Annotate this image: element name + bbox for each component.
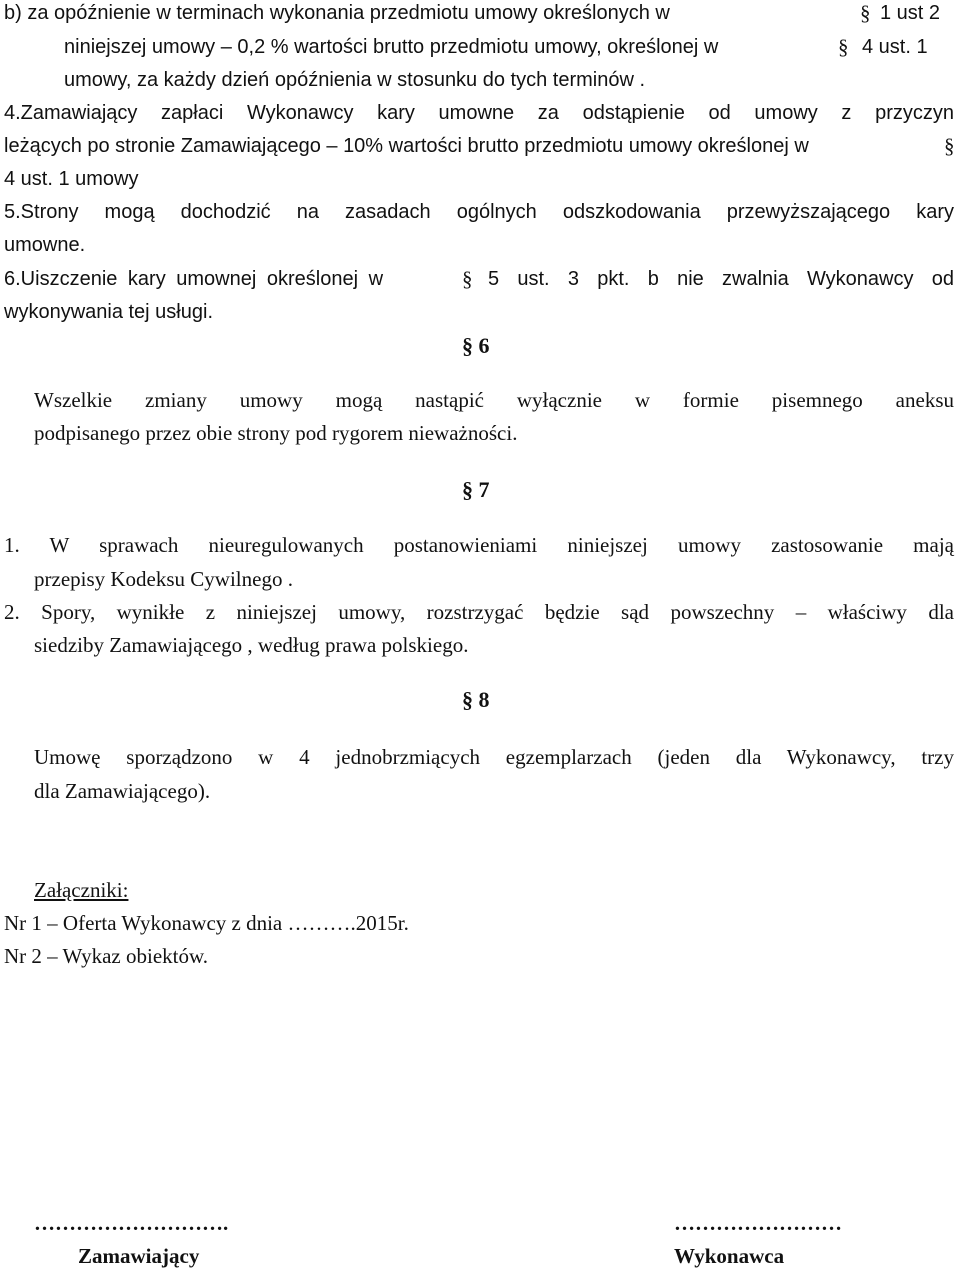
section-sign: § bbox=[944, 134, 955, 158]
signature-left-label: Zamawiający bbox=[78, 1244, 200, 1268]
item-5-line-2: umowne. bbox=[4, 234, 86, 256]
item-6-line-2: wykonywania tej usługi. bbox=[4, 301, 213, 323]
section-8-line-1: Umowę sporządzono w 4 jednobrzmiących egzemplarzach (jeden dla Wykonawcy, trzy bbox=[34, 745, 954, 769]
section-8-heading: § 8 bbox=[462, 687, 490, 712]
signature-left-dots: ………………………. bbox=[34, 1211, 229, 1235]
item-4-line-2: leżących po stronie Zamawiającego – 10% wartości brutto przedmiotu umowy określonej w bbox=[4, 135, 809, 157]
item-b-ref-2: 4 ust. 1 bbox=[862, 36, 928, 58]
item-b-line-2: niniejszej umowy – 0,2 % wartości brutto przedmiotu umowy, określonej w bbox=[64, 36, 719, 58]
section-sign: § bbox=[462, 267, 473, 291]
item-5-line-1: 5.Strony mogą dochodzić na zasadach ogólnych odszkodowania przewyższającego kary bbox=[4, 201, 954, 223]
section-sign: § bbox=[860, 1, 871, 25]
section-8-line-2: dla Zamawiającego). bbox=[34, 779, 211, 803]
attachment-2: Nr 2 – Wykaz obiektów. bbox=[4, 944, 209, 968]
section-7-item-2-line-1: 2. Spory, wynikłe z niniejszej umowy, rozstrzygać będzie sąd powszechny – właściwy dla bbox=[4, 600, 954, 624]
section-6-heading: § 6 bbox=[462, 333, 490, 358]
text: b) za opóźnienie w terminach wykonania przedmiotu umowy określonych w bbox=[4, 2, 670, 24]
attachments-title: Załączniki: bbox=[34, 878, 129, 902]
section-7-item-1-line-2: przepisy Kodeksu Cywilnego . bbox=[34, 567, 293, 591]
section-7-item-2-line-2: siedziby Zamawiającego , według prawa polskiego. bbox=[34, 633, 469, 657]
section-sign: § bbox=[838, 35, 849, 59]
item-b-line-1 bbox=[4, 0, 670, 26]
item-b-line-3: umowy, za każdy dzień opóźnienia w stosunku do tych terminów . bbox=[64, 69, 646, 91]
item-4-line-1: 4.Zamawiający zapłaci Wykonawcy kary umowne za odstąpienie od umowy z przyczyn bbox=[4, 102, 954, 124]
item-b-ref-1: 1 ust 2 bbox=[880, 2, 941, 24]
signature-right-label: Wykonawca bbox=[674, 1244, 785, 1268]
section-6-line-2: podpisanego przez obie strony pod rygorem nieważności. bbox=[34, 421, 518, 445]
section-7-item-1-line-1: 1. W sprawach nieuregulowanych postanowieniami niniejszej umowy zastosowanie mają bbox=[4, 533, 954, 557]
signature-right-dots: …………………… bbox=[674, 1211, 842, 1235]
section-7-heading: § 7 bbox=[462, 477, 490, 502]
section-6-line-1: Wszelkie zmiany umowy mogą nastąpić wyłącznie w formie pisemnego aneksu bbox=[34, 388, 954, 412]
item-6-line-1a: 6.Uiszczenie kary umownej określonej w bbox=[4, 268, 384, 290]
item-4-line-3: 4 ust. 1 umowy bbox=[4, 168, 139, 190]
item-6-line-1b: 5 ust. 3 pkt. b nie zwalnia Wykonawcy od bbox=[488, 268, 954, 290]
attachment-1: Nr 1 – Oferta Wykonawcy z dnia ……….2015r. bbox=[4, 911, 409, 935]
